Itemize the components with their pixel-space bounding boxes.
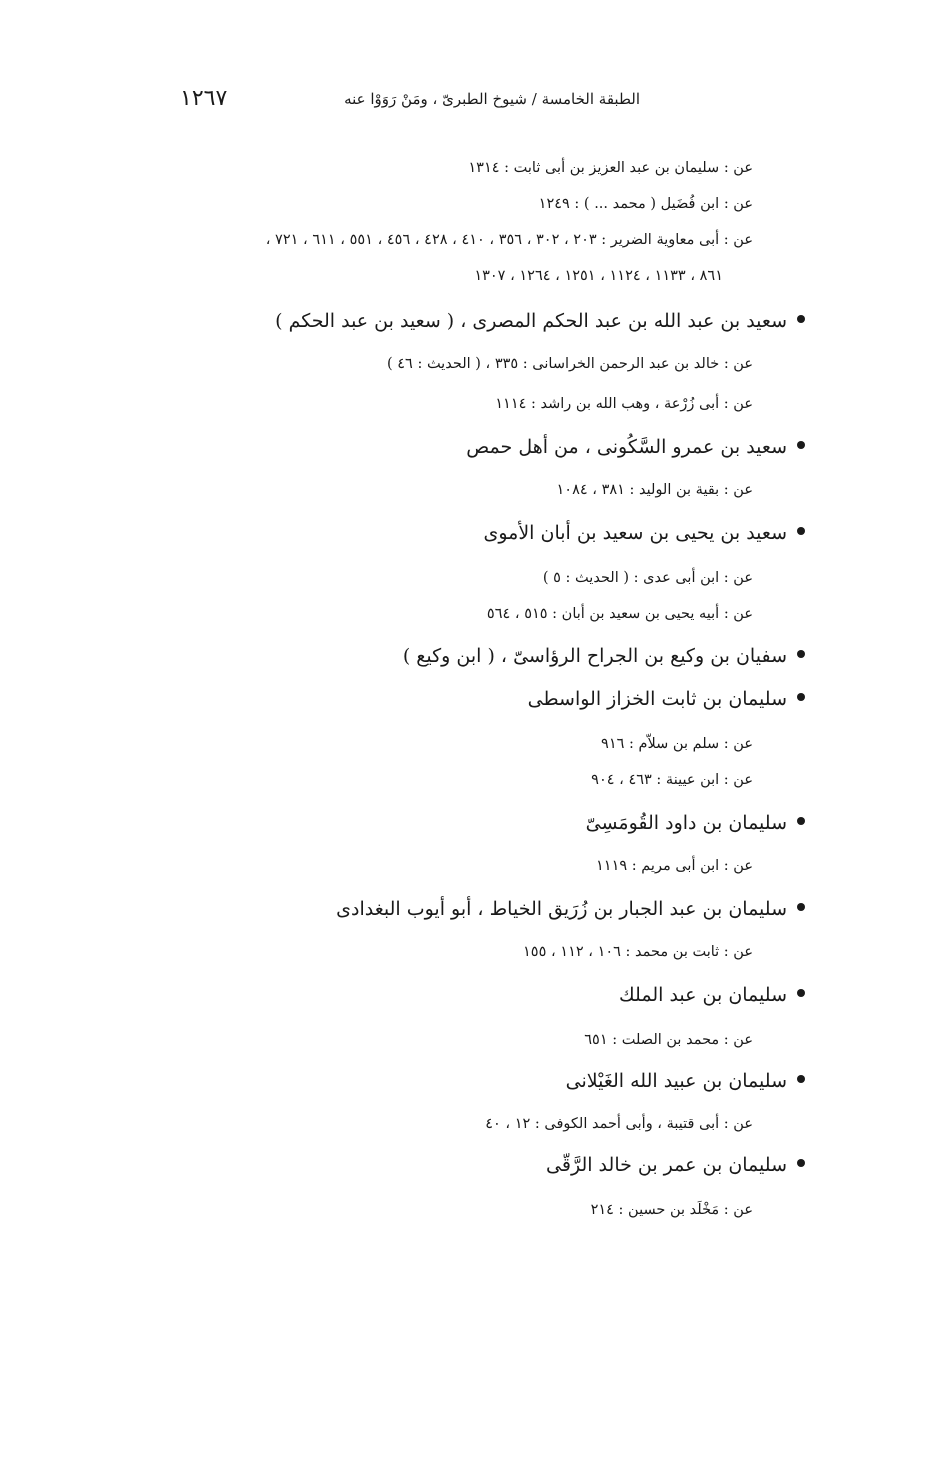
source-line: عن : بقية بن الوليد : ٣٨١ ، ١٠٨٤ xyxy=(556,482,753,498)
bullet-icon xyxy=(797,527,805,535)
entry-heading xyxy=(586,812,805,834)
source-line: ٨٦١ ، ١١٣٣ ، ١١٢٤ ، ١٢٥١ ، ١٢٦٤ ، ١٣٠٧ xyxy=(474,268,723,284)
entry-heading xyxy=(546,1154,805,1176)
entry-name: سعيد بن عبد الله بن عبد الحكم المصرى ، ( سعيد بن عبد الحكم ) xyxy=(275,310,787,332)
running-title: الطبقة الخامسة / شيوخ الطبرىّ ، ومَنْ رَوَوْا عنه xyxy=(344,90,640,108)
page-header xyxy=(180,86,640,116)
entry-name: سليمان بن عمر بن خالد الرَّقّى xyxy=(546,1154,787,1176)
bullet-icon xyxy=(797,903,805,911)
source-line: عن : ابن أبى عدى : ( الحديث : ٥ ) xyxy=(542,570,753,586)
entry-name: سعيد بن عمرو السَّكُونى ، من أهل حمص xyxy=(466,436,787,458)
entry-name: سليمان بن عبد الجبار بن زُرَيق الخياط ، أبو أيوب البغدادى xyxy=(336,898,787,920)
entry-heading xyxy=(528,688,805,710)
entry-name: سفيان بن وكيع بن الجراح الرؤاسىّ ، ( ابن وكيع ) xyxy=(402,645,787,667)
source-line: عن : مَخْلَد بن حسين : ٢١٤ xyxy=(590,1202,753,1218)
source-line: عن : أبيه يحيى بن سعيد بن أبان : ٥١٥ ، ٥٦٤ xyxy=(486,606,753,622)
source-line: عن : ابن عيينة : ٤٦٣ ، ٩٠٤ xyxy=(591,772,753,788)
source-line: عن : ابن أبى مريم : ١١١٩ xyxy=(596,858,753,874)
source-line: عن : محمد بن الصلت : ٦٥١ xyxy=(584,1032,753,1048)
entry-name: سليمان بن عبد الملك xyxy=(619,984,787,1006)
entry-heading xyxy=(336,898,805,920)
page-number: ١٢٦٧ xyxy=(180,86,228,111)
bullet-icon xyxy=(797,650,805,658)
source-line: عن : ثابت بن محمد : ١٠٦ ، ١١٢ ، ١٥٥ xyxy=(523,944,753,960)
entry-heading xyxy=(403,645,805,667)
bullet-icon xyxy=(797,1159,805,1167)
entry-name: سليمان بن عبيد الله الغَيْلانى xyxy=(565,1070,787,1092)
source-line: عن : سليمان بن عبد العزيز بن أبى ثابت : ١٣١٤ xyxy=(468,160,753,176)
entry-heading xyxy=(466,436,805,458)
source-line: عن : خالد بن عبد الرحمن الخراسانى : ٣٣٥ ، ( الحديث : ٤٦ ) xyxy=(386,356,753,372)
entry-heading xyxy=(275,310,805,332)
bullet-icon xyxy=(797,441,805,449)
entry-name: سليمان بن داود القُومَسِىّ xyxy=(585,812,787,834)
entry-name: سليمان بن ثابت الخزاز الواسطى xyxy=(527,688,787,710)
bullet-icon xyxy=(797,817,805,825)
source-line: عن : أبى معاوية الضرير : ٢٠٣ ، ٣٠٢ ، ٣٥٦ ، ٤١٠ ، ٤٢٨ ، ٤٥٦ ، ٥٥١ ، ٦١١ ، ٧٢١ ، xyxy=(265,232,753,248)
bullet-icon xyxy=(797,1075,805,1083)
entry-heading xyxy=(483,522,805,544)
entry-heading xyxy=(619,984,805,1006)
source-line: عن : سلم بن سلاّم : ٩١٦ xyxy=(601,736,753,752)
bullet-icon xyxy=(797,315,805,323)
bullet-icon xyxy=(797,693,805,701)
source-line: عن : أبى قتيبة ، وأبى أحمد الكوفى : ١٢ ، ٤٠ xyxy=(485,1116,753,1132)
entry-name: سعيد بن يحيى بن سعيد بن أبان الأموى xyxy=(483,522,787,544)
entry-heading xyxy=(566,1070,805,1092)
source-line: عن : أبى زُرْعة ، وهب الله بن راشد : ١١١٤ xyxy=(495,396,753,412)
source-line: عن : ابن فُضَيل ( محمد ... ) : ١٢٤٩ xyxy=(538,196,753,212)
bullet-icon xyxy=(797,989,805,997)
